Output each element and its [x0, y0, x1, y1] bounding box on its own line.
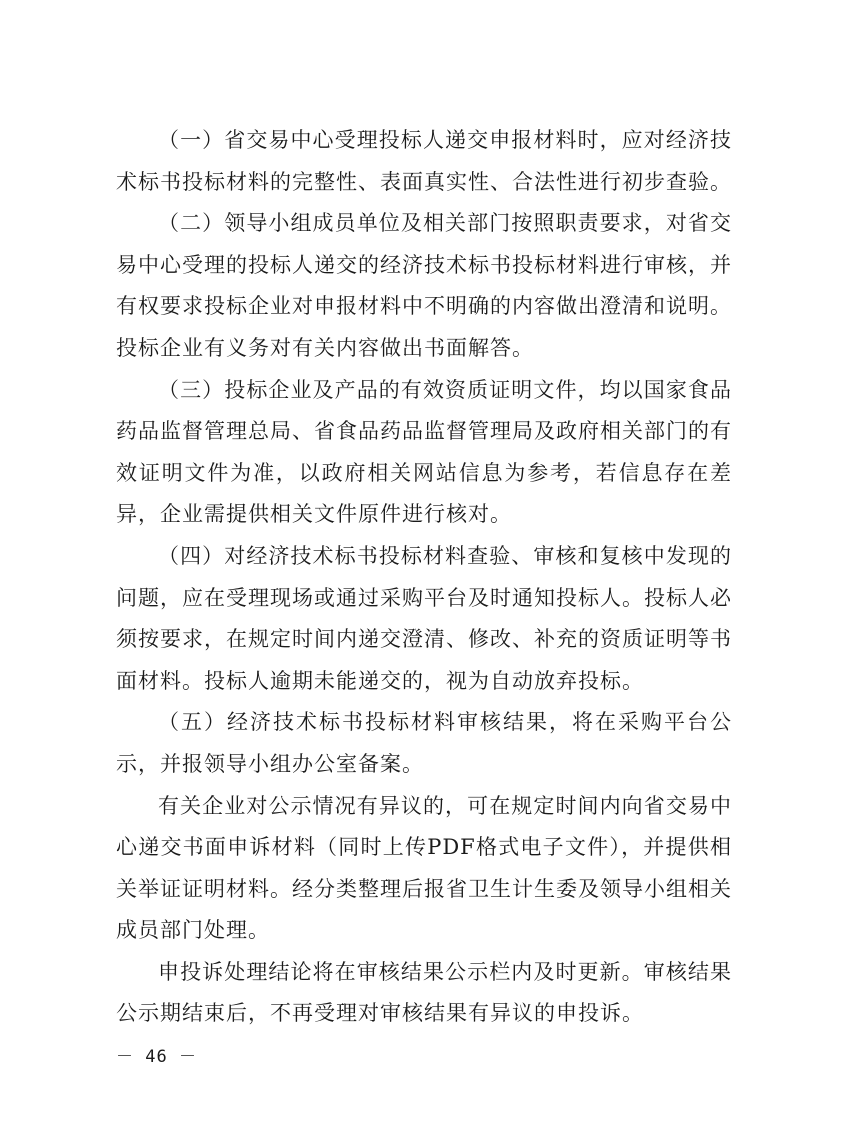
paragraph-item-3: （三）投标企业及产品的有效资质证明文件，均以国家食品药品监督管理总局、省食品药品监督管理局及政府相关部门的有效证明文件为准，以政府相关网站信息为参考，若信息存在差异，企业需提供相关文件原件进行核对。 — [116, 377, 732, 527]
paragraph-item-2: （二）领导小组成员单位及相关部门按照职责要求，对省交易中心受理的投标人递交的经济技术标书投标材料进行审核，并有权要求投标企业对申报材料中不明确的内容做出澄清和说明。投标企业有义务对有关内容做出书面解答。 — [116, 211, 732, 360]
page-number: － 46 － — [116, 1047, 197, 1067]
paragraph-complaint-result: 申投诉处理结论将在审核结果公示栏内及时更新。审核结果公示期结束后，不再受理对审核结果有异议的申投诉。 — [116, 959, 732, 1026]
paragraph-item-5: （五）经济技术标书投标材料审核结果，将在采购平台公示，并报领导小组办公室备案。 — [116, 710, 732, 776]
document-body — [116, 120, 732, 1035]
paragraph-objection: 有关企业对公示情况有异议的，可在规定时间内向省交易中心递交书面申诉材料（同时上传PDF格式电子文件），并提供相关举证证明材料。经分类整理后报省卫生计生委及领导小组相关成员部门处理。 — [116, 793, 732, 943]
paragraph-item-4: （四）对经济技术标书投标材料查验、审核和复核中发现的问题，应在受理现场或通过采购平台及时通知投标人。投标人必须按要求，在规定时间内递交澄清、修改、补充的资质证明等书面材料。投标人逾期未能递交的，视为自动放弃投标。 — [116, 543, 732, 693]
paragraph-item-1: （一）省交易中心受理投标人递交申报材料时，应对经济技术标书投标材料的完整性、表面真实性、合法性进行初步查验。 — [116, 128, 732, 194]
